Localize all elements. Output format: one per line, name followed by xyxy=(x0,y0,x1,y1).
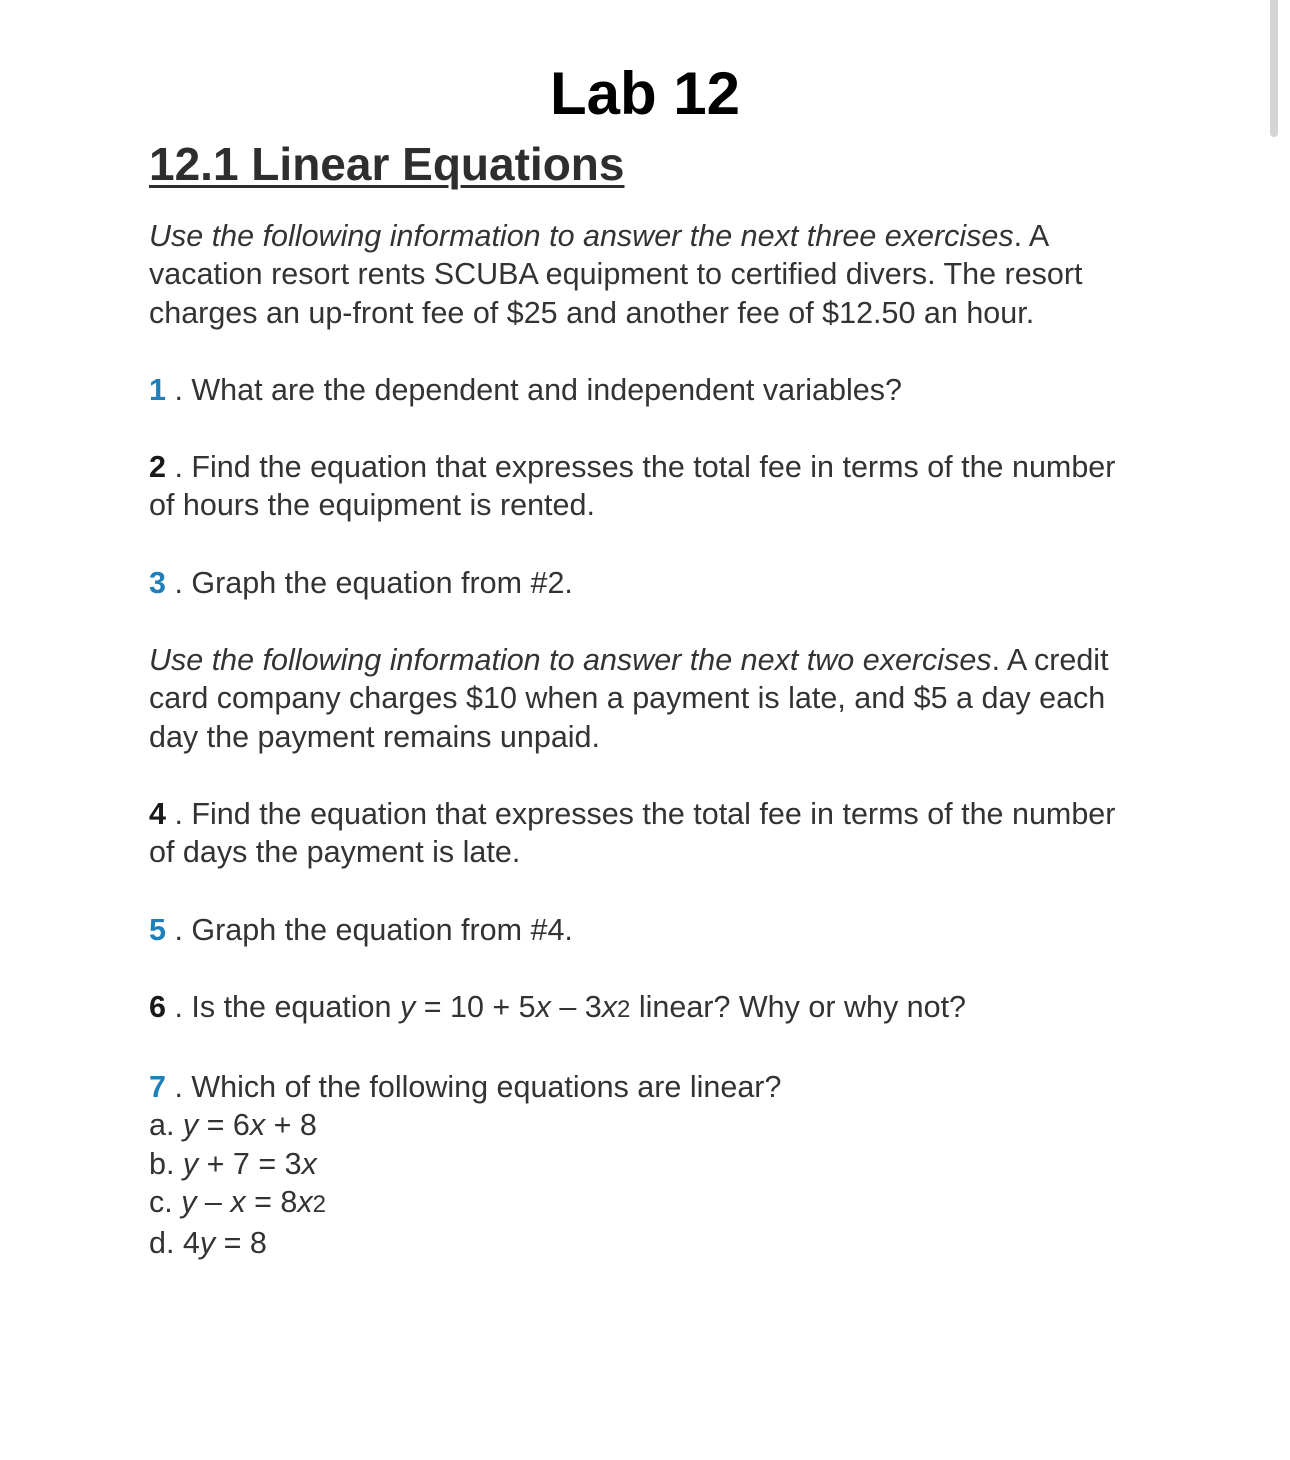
question-6: 6 . Is the equation y = 10 + 5x – 3x2 linear? Why or why not? xyxy=(149,989,967,1024)
intro-text-1: A vacation resort rents SCUBA equipment to certified divers. The resort charges an up-front fee of $25 and another fee of $12.50 an hour. xyxy=(149,219,1083,330)
intro-lead-2: Use the following information to answer the next two exercises xyxy=(149,643,992,678)
question-text-5: Graph the equation from #4. xyxy=(191,912,573,947)
page-title: Lab 12 xyxy=(549,60,741,127)
question-2: 2 . Find the equation that expresses the total fee in terms of the number of hours the equipment is rented. xyxy=(149,450,1116,523)
question-7: 7 . Which of the following equations are linear? xyxy=(149,1070,782,1105)
section-heading: 12.1 Linear Equations xyxy=(149,138,625,190)
question-number-7: 7 xyxy=(149,1070,166,1105)
question-4: 4 . Find the equation that expresses the total fee in terms of the number of days the payment is late. xyxy=(149,796,1116,870)
question-5: 5 . Graph the equation from #4. xyxy=(149,912,573,947)
question-number-2: 2 xyxy=(149,450,166,485)
question-3: 3 . Graph the equation from #2. xyxy=(149,565,573,600)
question-text-4: Find the equation that expresses the total fee in terms of the number of days the payment is late. xyxy=(149,796,1116,870)
option-b: b. y + 7 = 3x xyxy=(149,1146,317,1181)
question-number-5: 5 xyxy=(149,912,166,947)
scrollbar[interactable] xyxy=(1270,0,1278,137)
intro-paragraph-1: Use the following information to answer the next three exercises. A vacation resort rents SCUBA equipment to certified divers. The resort charges an up-front fee of $25 and another fee of $12.50 an hour. xyxy=(149,219,1083,330)
question-text-7: Which of the following equations are linear? xyxy=(191,1070,782,1105)
document-body xyxy=(149,58,1149,1263)
intro-text-2: A credit card company charges $10 when a payment is late, and $5 a day each day the payment remains unpaid. xyxy=(149,643,1109,754)
intro-lead-1: Use the following information to answer the next three exercises xyxy=(149,219,1014,253)
question-number-6: 6 xyxy=(149,989,166,1024)
question-number-1: 1 xyxy=(149,372,166,407)
question-text-1: What are the dependent and independent variables? xyxy=(191,372,902,407)
option-c: c. y – x = 8x2 xyxy=(149,1185,326,1220)
question-number-3: 3 xyxy=(149,565,166,600)
question-text-3: Graph the equation from #2. xyxy=(191,565,573,600)
question-1: 1 . What are the dependent and independent variables? xyxy=(149,372,902,407)
answer-options xyxy=(149,1106,1149,1262)
intro-paragraph-2: Use the following information to answer the next two exercises. A credit card company charges $10 when a payment is late, and $5 a day each day the payment remains unpaid. xyxy=(149,643,1109,754)
option-a: a. y = 6x + 8 xyxy=(149,1108,317,1143)
option-d: d. 4y = 8 xyxy=(149,1226,267,1261)
question-number-4: 4 xyxy=(149,796,166,831)
question-text-2: Find the equation that expresses the total fee in terms of the number of hours the equipment is rented. xyxy=(149,450,1116,523)
